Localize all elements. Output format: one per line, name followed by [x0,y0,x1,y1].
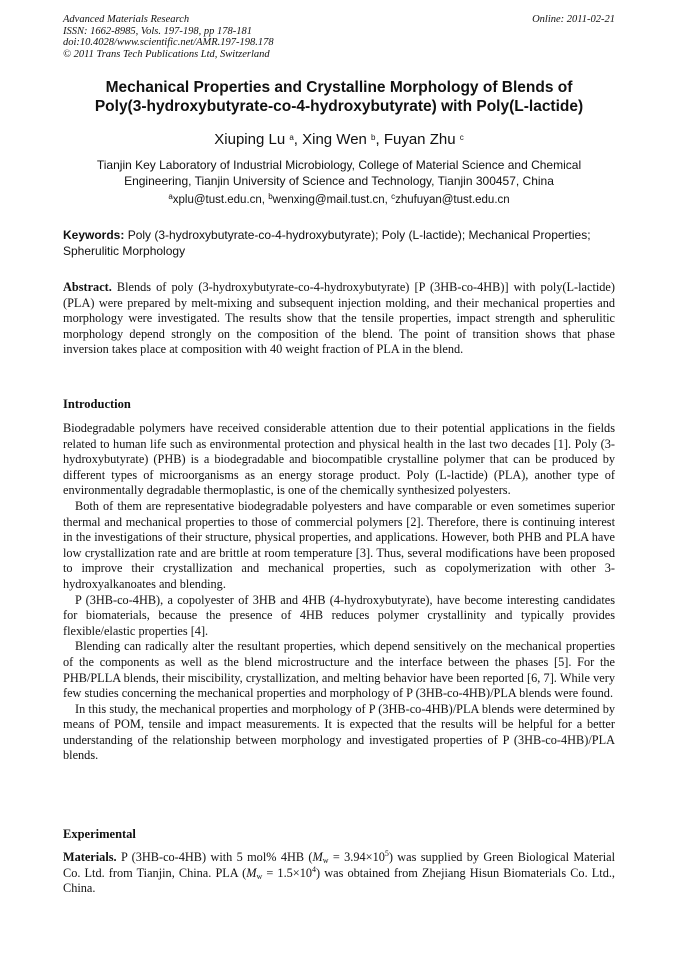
intro-paragraph-4: Blending can radically alter the resultant properties, which depend sensitively on the mechanical properties of the components as well as the blend microstructure and the interface between the phases [5]. For the PHB/PLLA blends, their miscibility, crystallization, and melting behavior have been reported [6, 7]. While very few studies concerning the mechanical properties and morphology of P (3HB-co-4HB)/PLA blends were found. [63,639,615,701]
author-2: , Xing Wen [293,131,372,148]
author-list [63,131,615,148]
keywords-text: Poly (3-hydroxybutyrate-co-4-hydroxybutyrate); Poly (L-lactide); Mechanical Properties; Spherulitic Morphology [63,228,591,258]
author-3: , Fuyan Zhu [375,131,460,148]
intro-paragraph-2: Both of them are representative biodegradable polyesters and have comparable or even sometimes superior thermal and mechanical properties to those of commercial polymers [2]. Therefore, there is continuing interest in the investigations of their structure, physical properties, and applications. However, both PHB and PLA have low crystallization rate and are brittle at room temperature [3]. Thus, several modifications have been proposed to improve their crystallization and mechanical properties, such as copolymerization with other 3-hydroxyalkanoates and blending. [63,498,615,591]
mw-symbol-1: M [312,850,323,864]
abstract-label: Abstract. [63,280,112,294]
mw-exp-2: 4 [312,864,317,874]
mw-sub-1: w [322,856,329,865]
title-line-2: Poly(3-hydroxybutyrate-co-4-hydroxybutyrate) with Poly(L-lactide) [94,98,584,115]
materials-text-5: ) was obtained from Zhejiang Hisun Biomaterials Co. Ltd., China. [63,865,615,896]
materials-text-4: = 1.5×10 [262,865,313,880]
author-3-mark: c [459,133,464,142]
author-1: Xiuping Lu [214,131,290,148]
email-a-mark: a [168,192,173,201]
paper-title [63,78,615,116]
introduction-heading: Introduction [63,397,131,411]
keywords [63,228,615,259]
issn-line: ISSN: 1662-8985, Vols. 197-198, pp 178-181 [63,25,252,37]
materials-paragraph [63,850,615,897]
abstract [63,280,615,358]
experimental-heading: Experimental [63,827,136,841]
affiliation [63,158,615,189]
intro-paragraph-3: P (3HB-co-4HB), a copolyester of 3HB and 4HB (4-hydroxybutyrate), have become interesting candidates for biomaterials, because the presence of 4HB reduces polymer crystallinity and typically provides flexible/elastic properties [4]. [63,592,615,638]
email-c: zhufuyan@tust.edu.cn [395,194,510,206]
affiliation-line-1: Tianjin Key Laboratory of Industrial Microbiology, College of Material Science and Chemical [96,158,582,172]
online-date: Online: 2011-02-21 [532,14,615,25]
mw-sub-2: w [256,871,263,881]
author-1-mark: a [289,133,294,142]
email-c-mark: c [391,192,396,201]
affiliation-line-2: Engineering, Tianjin University of Science and Technology, Tianjin 300457, China [124,173,554,188]
author-2-mark: b [371,133,376,142]
keywords-label: Keywords: [63,228,125,242]
email-a: xplu@tust.edu.cn, [172,194,269,206]
author-emails [63,194,615,206]
email-b: wenxing@mail.tust.cn, [272,194,392,206]
journal-header [63,14,274,60]
doi-line: doi:10.4028/www.scientific.net/AMR.197-198.178 [63,37,274,48]
journal-name: Advanced Materials Research [63,14,190,25]
email-b-mark: b [268,192,273,201]
introduction-body [63,421,615,764]
materials-label: Materials. [63,850,117,864]
intro-paragraph-5: In this study, the mechanical properties and morphology of P (3HB-co-4HB)/PLA blends were determined by means of POM, tensile and impact measurements. It is expected that the results will be helpful for a better understanding of the relationship between morphology and investigated properties of P (3HB-co-4HB)/PLA blends. [63,701,615,763]
materials-text-3: ) was supplied by Green Biological Material Co. Ltd. from Tianjin, China. PLA ( [63,850,615,880]
abstract-text: Blends of poly (3-hydroxybutyrate-co-4-hydroxybutyrate) [P (3HB-co-4HB)] with poly(L-lactide) (PLA) were prepared by melt-mixing and subsequent injection molding, and their mechanical properties and morphology were investigated. The results show that the tensile properties, impact strength and spherulitic morphology depend strongly on the composition of the blend. The point of transition shows that phase inversion takes place at composition with 40 weight fraction of PLA in the blend. [63,280,615,357]
mw-exp-1: 5 [384,849,389,858]
mw-symbol-2: M [246,865,257,880]
materials-text-1: P (3HB-co-4HB) with 5 mol% 4HB ( [116,850,313,864]
materials-text-2: = 3.94×10 [328,850,385,864]
intro-paragraph-1: Biodegradable polymers have received considerable attention due to their potential applications in the fields related to human life such as environmental protection and physical health in the last two decades [1]. Poly (3-hydroxybutyrate) (PHB) is a biodegradable and biocompatible crystalline polymer that can be produced by different types of microorganisms as an energy storage product. Poly (L-lactide) (PLA), another type of environmentally degradable thermoplastic, is one of the chemically synthesized polyesters. [63,421,615,498]
title-line-1: Mechanical Properties and Crystalline Morphology of Blends of [105,79,573,96]
copyright-line: © 2011 Trans Tech Publications Ltd, Switzerland [63,48,270,60]
